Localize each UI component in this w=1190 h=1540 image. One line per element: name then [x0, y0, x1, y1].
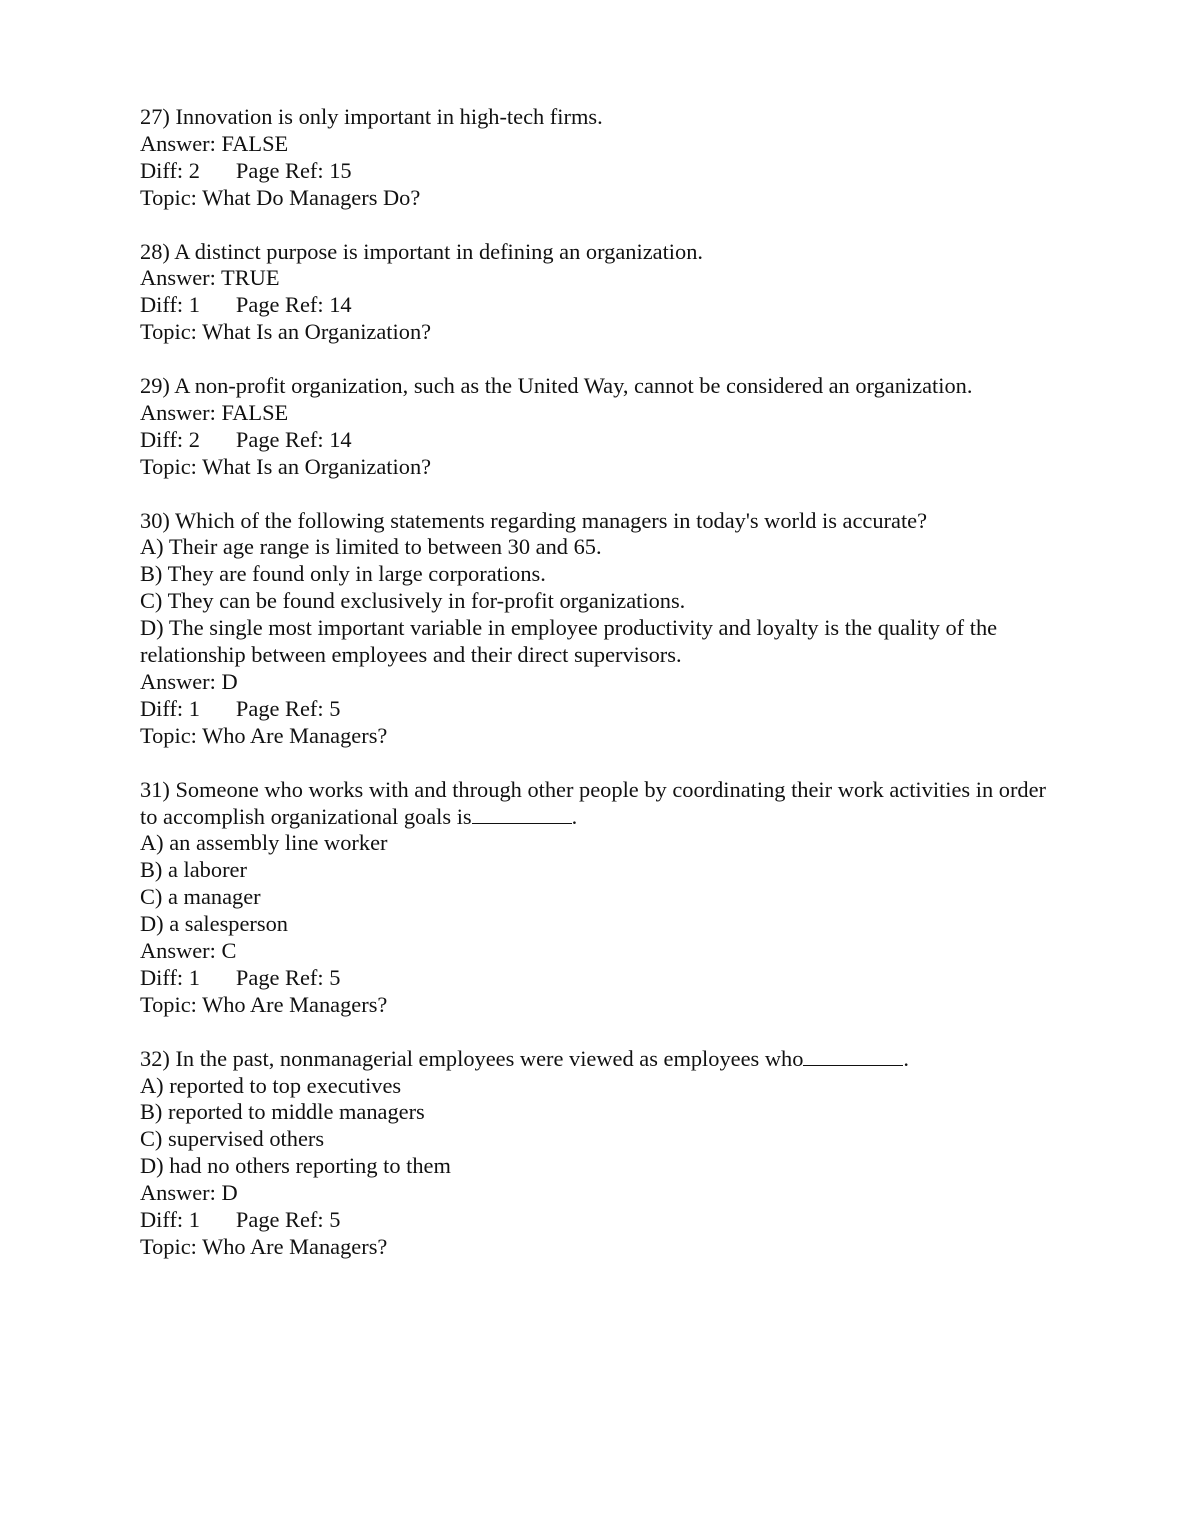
stem-end: .	[571, 803, 578, 829]
question-stem-with-blank	[140, 777, 1050, 831]
stem-end: .	[903, 1045, 910, 1071]
question-stem: 32) In the past, nonmanagerial employees were viewed as employees who	[140, 1045, 804, 1071]
option-a: A) an assembly line worker	[140, 830, 388, 856]
page-ref: Page Ref: 5	[235, 1207, 341, 1233]
topic-line: Topic: Who Are Managers?	[140, 1233, 388, 1259]
difficulty: Diff: 2	[140, 426, 200, 452]
option-d: D) The single most important variable in employee productivity and loyalty is the quality of the relationship between employees and their direct supervisors.	[140, 615, 998, 668]
answer-line: Answer: D	[140, 1180, 238, 1206]
difficulty: Diff: 1	[140, 1207, 200, 1233]
difficulty: Diff: 1	[140, 964, 200, 990]
topic-line: Topic: What Do Managers Do?	[140, 184, 421, 210]
answer-line: Answer: FALSE	[140, 399, 289, 425]
question-28	[140, 239, 1050, 347]
option-d: D) a salesperson	[140, 911, 288, 937]
answer-line: Answer: TRUE	[140, 265, 280, 291]
question-stem: 28) A distinct purpose is important in defining an organization.	[140, 238, 704, 264]
topic-line: Topic: Who Are Managers?	[140, 722, 388, 748]
meta-line	[140, 1207, 1050, 1234]
option-a: A) reported to top executives	[140, 1072, 402, 1098]
question-27	[140, 104, 1050, 212]
page-ref: Page Ref: 5	[235, 964, 341, 990]
question-29	[140, 373, 1050, 481]
answer-line: Answer: C	[140, 938, 237, 964]
option-b: B) reported to middle managers	[140, 1099, 425, 1125]
page-ref: Page Ref: 14	[235, 292, 352, 318]
question-32	[140, 1046, 1050, 1261]
meta-line	[140, 292, 1050, 319]
page-ref: Page Ref: 5	[235, 695, 341, 721]
question-30	[140, 508, 1050, 750]
question-stem: 30) Which of the following statements regarding managers in today's world is accurate?	[140, 507, 928, 533]
option-c: C) They can be found exclusively in for-profit organizations.	[140, 588, 686, 614]
option-b: B) They are found only in large corporations.	[140, 561, 546, 587]
difficulty: Diff: 1	[140, 292, 200, 318]
difficulty: Diff: 1	[140, 695, 200, 721]
topic-line: Topic: What Is an Organization?	[140, 453, 432, 479]
option-a: A) Their age range is limited to between 30 and 65.	[140, 534, 602, 560]
answer-blank	[472, 805, 572, 824]
meta-line	[140, 158, 1050, 185]
document-page	[140, 104, 1050, 1288]
difficulty: Diff: 2	[140, 157, 200, 183]
question-31	[140, 777, 1050, 1019]
question-stem: 31) Someone who works with and through other people by coordinating their work activities in order to accomplish organizational goals is	[140, 776, 1047, 829]
answer-blank	[803, 1047, 903, 1066]
question-stem: 29) A non-profit organization, such as the United Way, cannot be considered an organization.	[140, 373, 973, 399]
answer-line: Answer: D	[140, 668, 238, 694]
page-ref: Page Ref: 15	[235, 157, 352, 183]
meta-line	[140, 965, 1050, 992]
option-b: B) a laborer	[140, 857, 247, 883]
answer-line: Answer: FALSE	[140, 130, 289, 156]
question-stem-with-blank	[140, 1046, 1050, 1073]
page-ref: Page Ref: 14	[235, 426, 352, 452]
meta-line	[140, 696, 1050, 723]
topic-line: Topic: Who Are Managers?	[140, 991, 388, 1017]
question-stem: 27) Innovation is only important in high-tech firms.	[140, 104, 603, 129]
option-d: D) had no others reporting to them	[140, 1153, 451, 1179]
meta-line	[140, 427, 1050, 454]
topic-line: Topic: What Is an Organization?	[140, 319, 432, 345]
option-c: C) a manager	[140, 884, 261, 910]
option-c: C) supervised others	[140, 1126, 325, 1152]
